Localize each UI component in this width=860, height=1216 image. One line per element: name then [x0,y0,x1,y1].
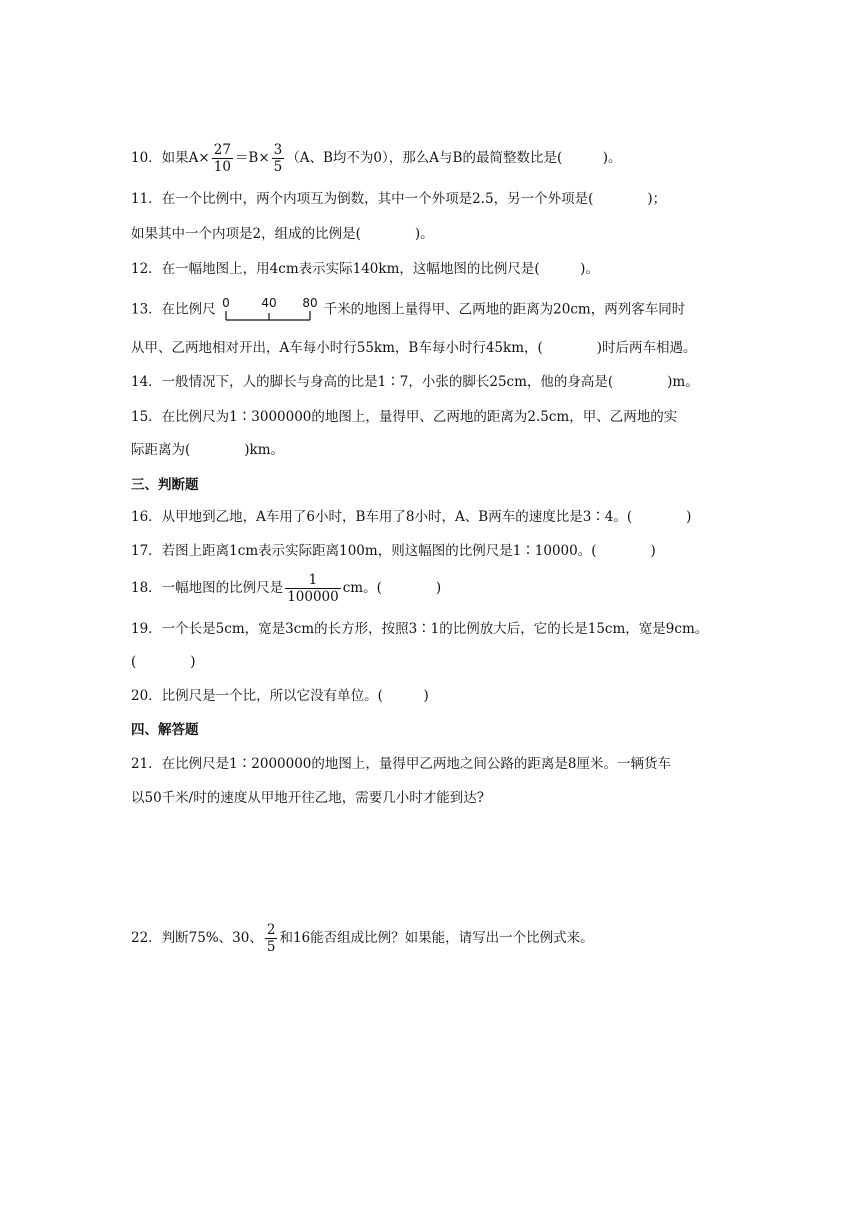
question-15-line-1: 15．在比例尺为1∶3000000的地图上，量得甲、乙两地的距离为2.5cm，甲、乙两地的实 [131,409,678,425]
question-18 [131,572,441,605]
q13-suffix: 千米的地图上量得甲、乙两地的距离为20cm，两列客车同时 [323,301,686,318]
question-19-line-2: ( ) [131,654,196,670]
q18-suffix: cm。( ) [342,580,442,596]
question-11-line-1: 11．在一个比例中，两个内项互为倒数，其中一个外项是2.5，另一个外项是( )； [131,191,667,207]
question-11-line-2: 如果其中一个内项是2，组成的比例是( )。 [131,226,434,242]
question-16: 16．从甲地到乙地，A车用了6小时，B车用了8小时，A、B两车的速度比是3∶4。( ) [131,509,692,525]
q22-prefix: 22．判断75%、30、 [131,930,263,946]
q10-fraction-2: $\frac{3}{5}$ [273,142,283,175]
q22-suffix: 和16能否组成比例？如果能，请写出一个比例式来。 [279,930,594,946]
question-21-line-2: 以50千米/时的速度从甲地开往乙地，需要几小时才能到达? [131,790,484,806]
q18-prefix: 18．一幅地图的比例尺是 [131,580,284,596]
question-20: 20．比例尺是一个比，所以它没有单位。( ) [131,688,429,704]
question-17: 17．若图上距离1cm表示实际距离100m，则这幅图的比例尺是1∶10000。( ) [131,543,656,559]
section-heading-judgement: 三、判断题 [131,477,199,493]
scale-label-40: 40 [261,296,277,310]
q22-fraction: $\frac{2}{5}$ [266,922,276,955]
q18-fraction: $\frac{1}{100000}$ [287,572,339,605]
q10-suffix: （A、B均不为0），那么A与B的最简整数比是( )。 [286,150,622,166]
q10-prefix: 10．如果A× [131,150,210,166]
question-12: 12．在一幅地图上，用4cm表示实际140km，这幅地图的比例尺是( )。 [131,261,599,277]
q13-prefix: 13．在比例尺 [131,301,216,318]
question-13-line-1 [131,296,685,324]
scale-bar-image [220,296,320,324]
question-21-line-1: 21．在比例尺是1∶2000000的地图上，量得甲乙两地之间公路的距离是8厘米。一辆货车 [131,756,671,772]
question-15-line-2: 际距离为( )km。 [131,442,285,458]
question-19-line-1: 19．一个长是5cm，宽是3cm的长方形，按照3∶1的比例放大后，它的长是15cm，宽是9cm。 [131,621,709,637]
scale-label-0: 0 [221,296,230,310]
q10-middle: ＝B× [234,150,270,166]
section-heading-solve: 四、解答题 [131,722,199,738]
question-14: 14．一般情况下，人的脚长与身高的比是1∶7，小张的脚长25cm，他的身高是( )m。 [131,374,699,390]
q10-fraction-1: $\frac{27}{10}$ [213,142,231,175]
question-13-line-2: 从甲、乙两地相对开出，A车每小时行55km，B车每小时行45km，( )时后两车相遇。 [131,340,697,356]
question-22 [131,922,594,955]
question-10 [131,142,621,175]
scale-label-80: 80 [302,296,318,310]
